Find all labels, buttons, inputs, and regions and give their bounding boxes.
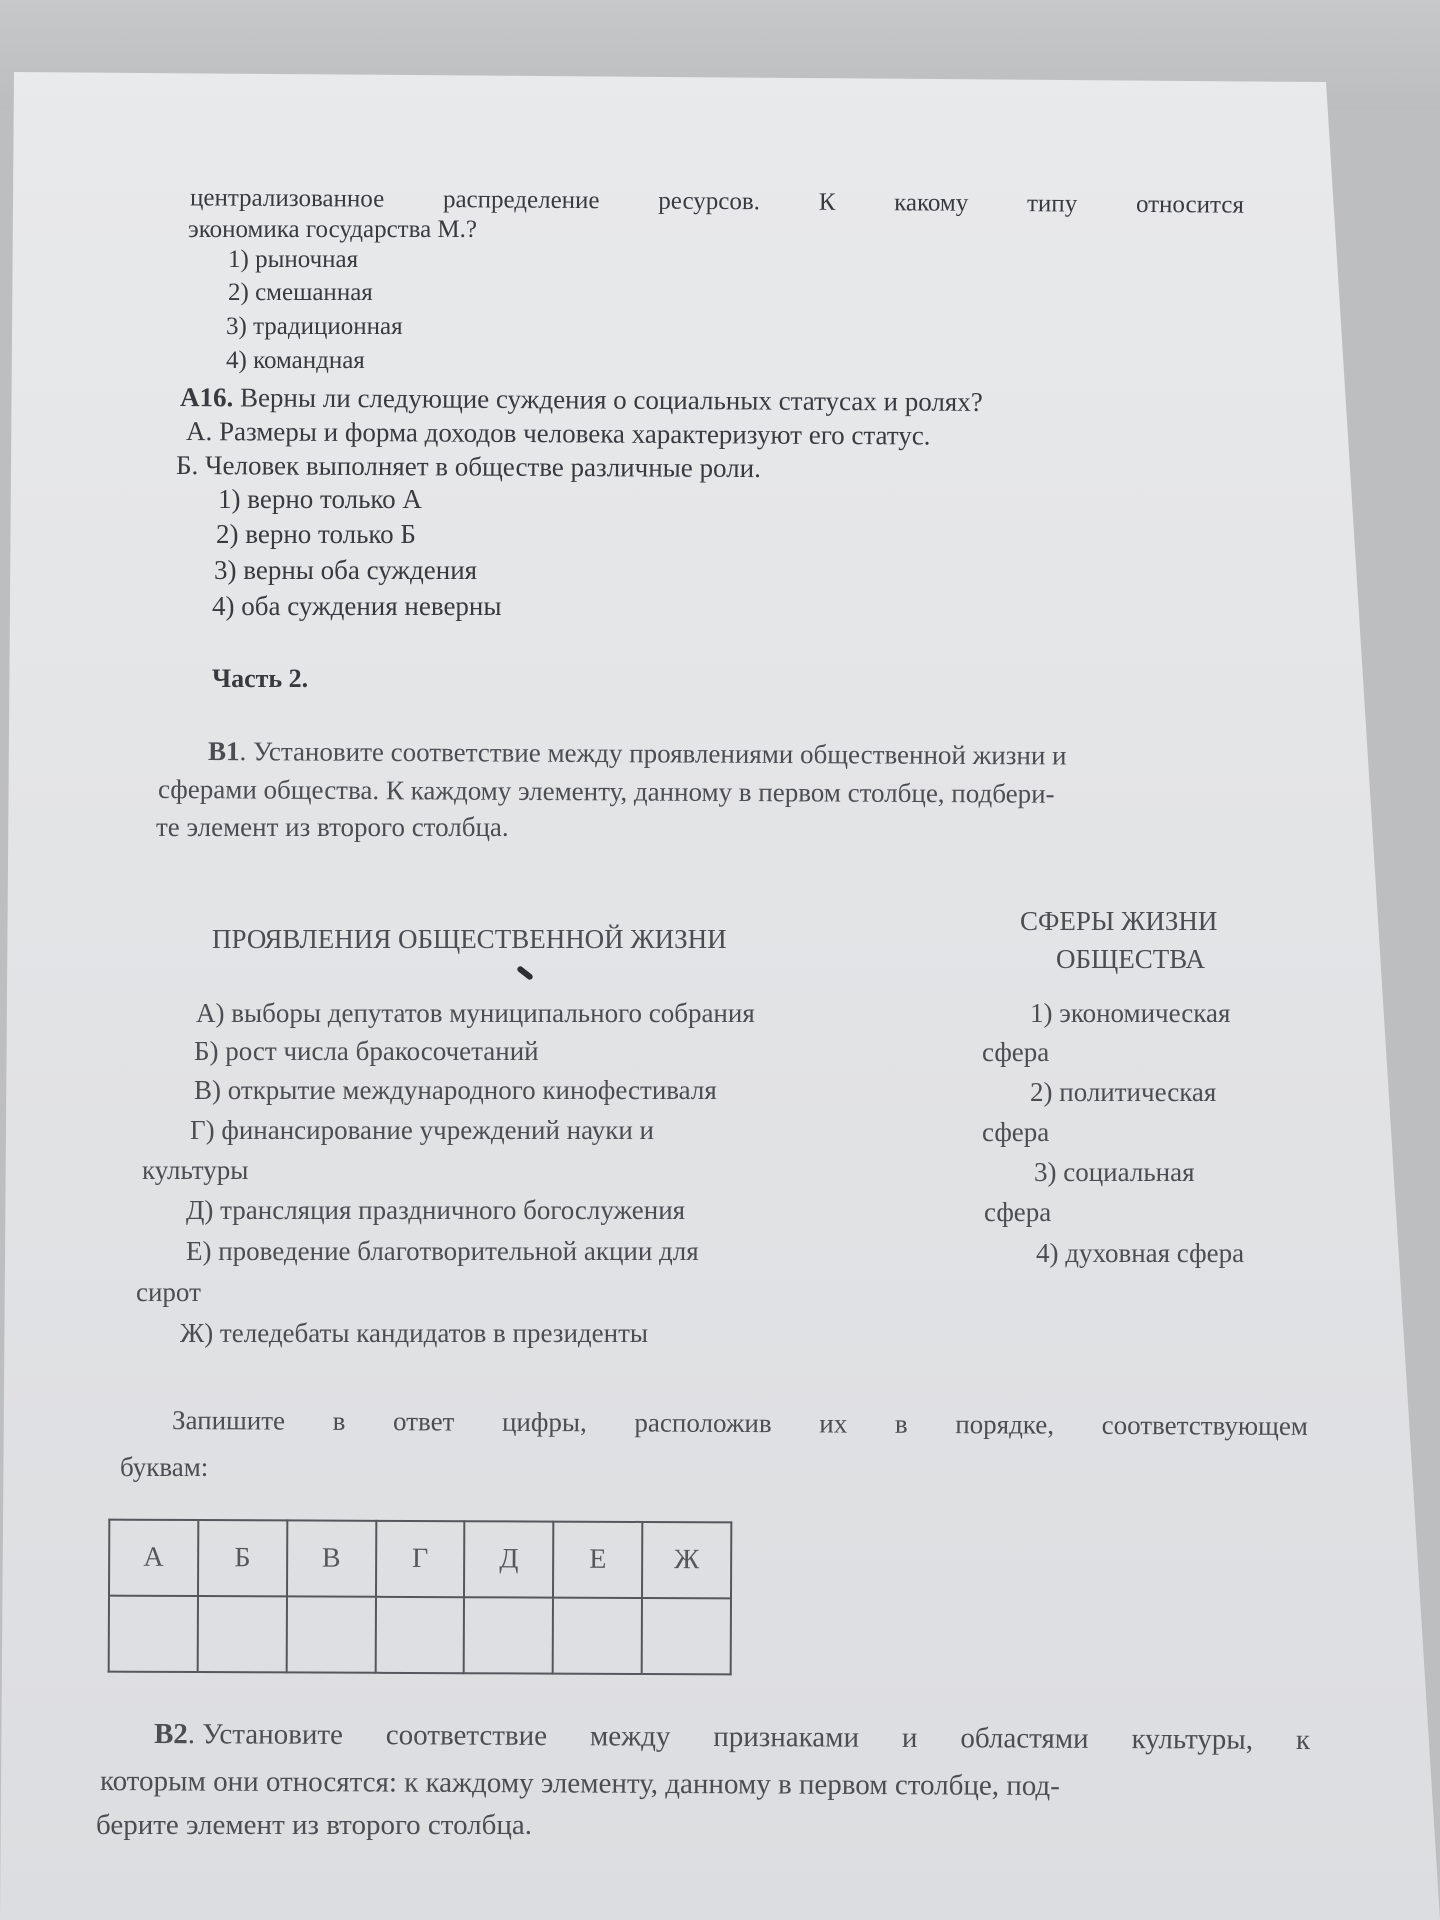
q15-word: централизованное xyxy=(189,184,385,213)
answer-header-cell: Д xyxy=(464,1521,553,1597)
a16-question xyxy=(180,382,983,417)
b1-right-item-3-cont: сфера xyxy=(984,1197,1052,1227)
b1-col1-header: ПРОЯВЛЕНИЯ ОБЩЕСТВЕННОЙ ЖИЗНИ xyxy=(212,924,727,954)
answer-input-cell[interactable] xyxy=(375,1597,464,1673)
instruction-word: Запишите xyxy=(171,1405,286,1436)
b2-word: . Установите xyxy=(187,1718,344,1751)
answer-header-cell: Г xyxy=(376,1521,465,1597)
b1-right-item-4: 4) духовная сфера xyxy=(1036,1238,1245,1268)
answer-header-cell: В xyxy=(287,1520,376,1596)
answer-header-cell: Б xyxy=(198,1520,287,1596)
b1-line-3: те элемент из второго столбца. xyxy=(156,812,509,842)
b2-word: соответствие xyxy=(385,1719,548,1753)
instruction-word: в xyxy=(894,1408,908,1439)
b2-word: культуры, xyxy=(1131,1723,1254,1756)
q15-option-1: 1) рыночная xyxy=(228,246,359,273)
b1-instruction-line-1 xyxy=(172,1405,1308,1441)
answer-input-cell[interactable] xyxy=(286,1596,375,1672)
b2-word: областями xyxy=(960,1722,1089,1755)
answer-input-cell[interactable] xyxy=(198,1596,287,1672)
q15-word: относится xyxy=(1135,190,1245,219)
b1-left-item-g-cont: культуры xyxy=(142,1155,249,1185)
b1-col2-header-line1: СФЕРЫ ЖИЗНИ xyxy=(1020,906,1218,936)
b2-line-3: берите элемент из второго столбца. xyxy=(96,1809,533,1841)
b1-right-item-2-cont: сфера xyxy=(982,1117,1050,1147)
a16-question-text: Верны ли следующие суждения о социальных статусах и ролях? xyxy=(239,382,983,417)
a16-option-2: 2) верно только Б xyxy=(216,519,416,549)
a16-option-4: 4) оба суждения неверны xyxy=(212,591,502,621)
b1-left-item-a: А) выборы депутатов муниципального собрания xyxy=(196,998,755,1028)
b2-word: и xyxy=(901,1721,918,1754)
q15-word: типу xyxy=(1026,190,1078,218)
b1-right-item-1: 1) экономическая xyxy=(1030,998,1231,1028)
answer-header-cell: Ж xyxy=(642,1522,731,1598)
b1-line-1 xyxy=(208,736,1067,770)
b1-number: В1 xyxy=(207,736,240,767)
b1-left-item-e-cont: сирот xyxy=(136,1277,201,1307)
q15-line-2: экономика государства М.? xyxy=(188,216,478,243)
a16-statement-a: А. Размеры и форма доходов человека характеризуют его статус. xyxy=(185,416,931,451)
b1-right-item-1-cont: сфера xyxy=(982,1037,1050,1067)
b2-word: между xyxy=(589,1720,671,1753)
b1-left-item-e: Е) проведение благотворительной акции для xyxy=(186,1236,699,1266)
b1-left-item-b: Б) рост числа бракосочетаний xyxy=(194,1036,539,1066)
q15-option-4: 4) командная xyxy=(226,347,365,374)
b1-instruction-line-2: буквам: xyxy=(120,1452,209,1482)
instruction-word: их xyxy=(819,1408,848,1439)
answer-table-input-row xyxy=(109,1596,731,1675)
b1-line-2: сферами общества. К каждому элементу, данному в первом столбце, подбери- xyxy=(157,774,1055,809)
b2-line-2: которым они относятся: к каждому элементу, данному в первом столбце, под- xyxy=(99,1765,1060,1803)
b2-number: В2 xyxy=(153,1717,188,1751)
b2-lead xyxy=(154,1719,343,1750)
b2-line-1 xyxy=(154,1719,1310,1755)
b1-right-item-3: 3) социальная xyxy=(1034,1157,1195,1187)
instruction-word: в xyxy=(332,1405,346,1436)
b2-word: к xyxy=(1295,1723,1311,1757)
a16-option-1: 1) верно только А xyxy=(218,484,422,514)
answer-header-cell: А xyxy=(109,1520,198,1596)
answer-table xyxy=(108,1519,733,1676)
answer-input-cell[interactable] xyxy=(109,1596,198,1672)
part2-heading: Часть 2. xyxy=(212,664,309,693)
a16-statement-b: Б. Человек выполняет в обществе различные роли. xyxy=(175,450,761,484)
b1-left-item-zh: Ж) теледебаты кандидатов в президенты xyxy=(180,1318,649,1348)
q15-option-2: 2) смешанная xyxy=(228,279,373,306)
instruction-word: соответствующем xyxy=(1101,1409,1309,1441)
answer-input-cell[interactable] xyxy=(642,1598,731,1674)
answer-header-cell: Е xyxy=(553,1522,642,1598)
q15-word: какому xyxy=(894,189,969,217)
b1-left-item-v: В) открытие международного кинофестиваля xyxy=(194,1075,717,1105)
a16-option-3: 3) верны оба суждения xyxy=(214,555,478,585)
answer-table-header-row xyxy=(109,1520,731,1599)
a16-number: А16. xyxy=(179,382,234,413)
b1-line-1-text: . Установите соответствие между проявлениями общественной жизни и xyxy=(239,736,1067,771)
instruction-word: расположив xyxy=(634,1407,772,1439)
b1-left-item-d: Д) трансляция праздничного богослужения xyxy=(186,1195,686,1225)
q15-word: К xyxy=(818,188,836,216)
instruction-word: порядке, xyxy=(955,1409,1055,1440)
b1-right-item-2: 2) политическая xyxy=(1030,1077,1217,1107)
b2-word: признаками xyxy=(713,1720,860,1754)
b1-left-item-g: Г) финансирование учреждений науки и xyxy=(190,1115,654,1145)
b1-col2-header-line2: ОБЩЕСТВА xyxy=(1056,944,1206,974)
q15-word: распределение xyxy=(442,186,600,215)
instruction-word: ответ xyxy=(393,1406,455,1437)
instruction-word: цифры, xyxy=(501,1406,587,1438)
q15-option-3: 3) традиционная xyxy=(226,313,403,340)
answer-input-cell[interactable] xyxy=(464,1597,553,1673)
answer-input-cell[interactable] xyxy=(553,1598,642,1674)
q15-word: ресурсов. xyxy=(658,187,761,216)
